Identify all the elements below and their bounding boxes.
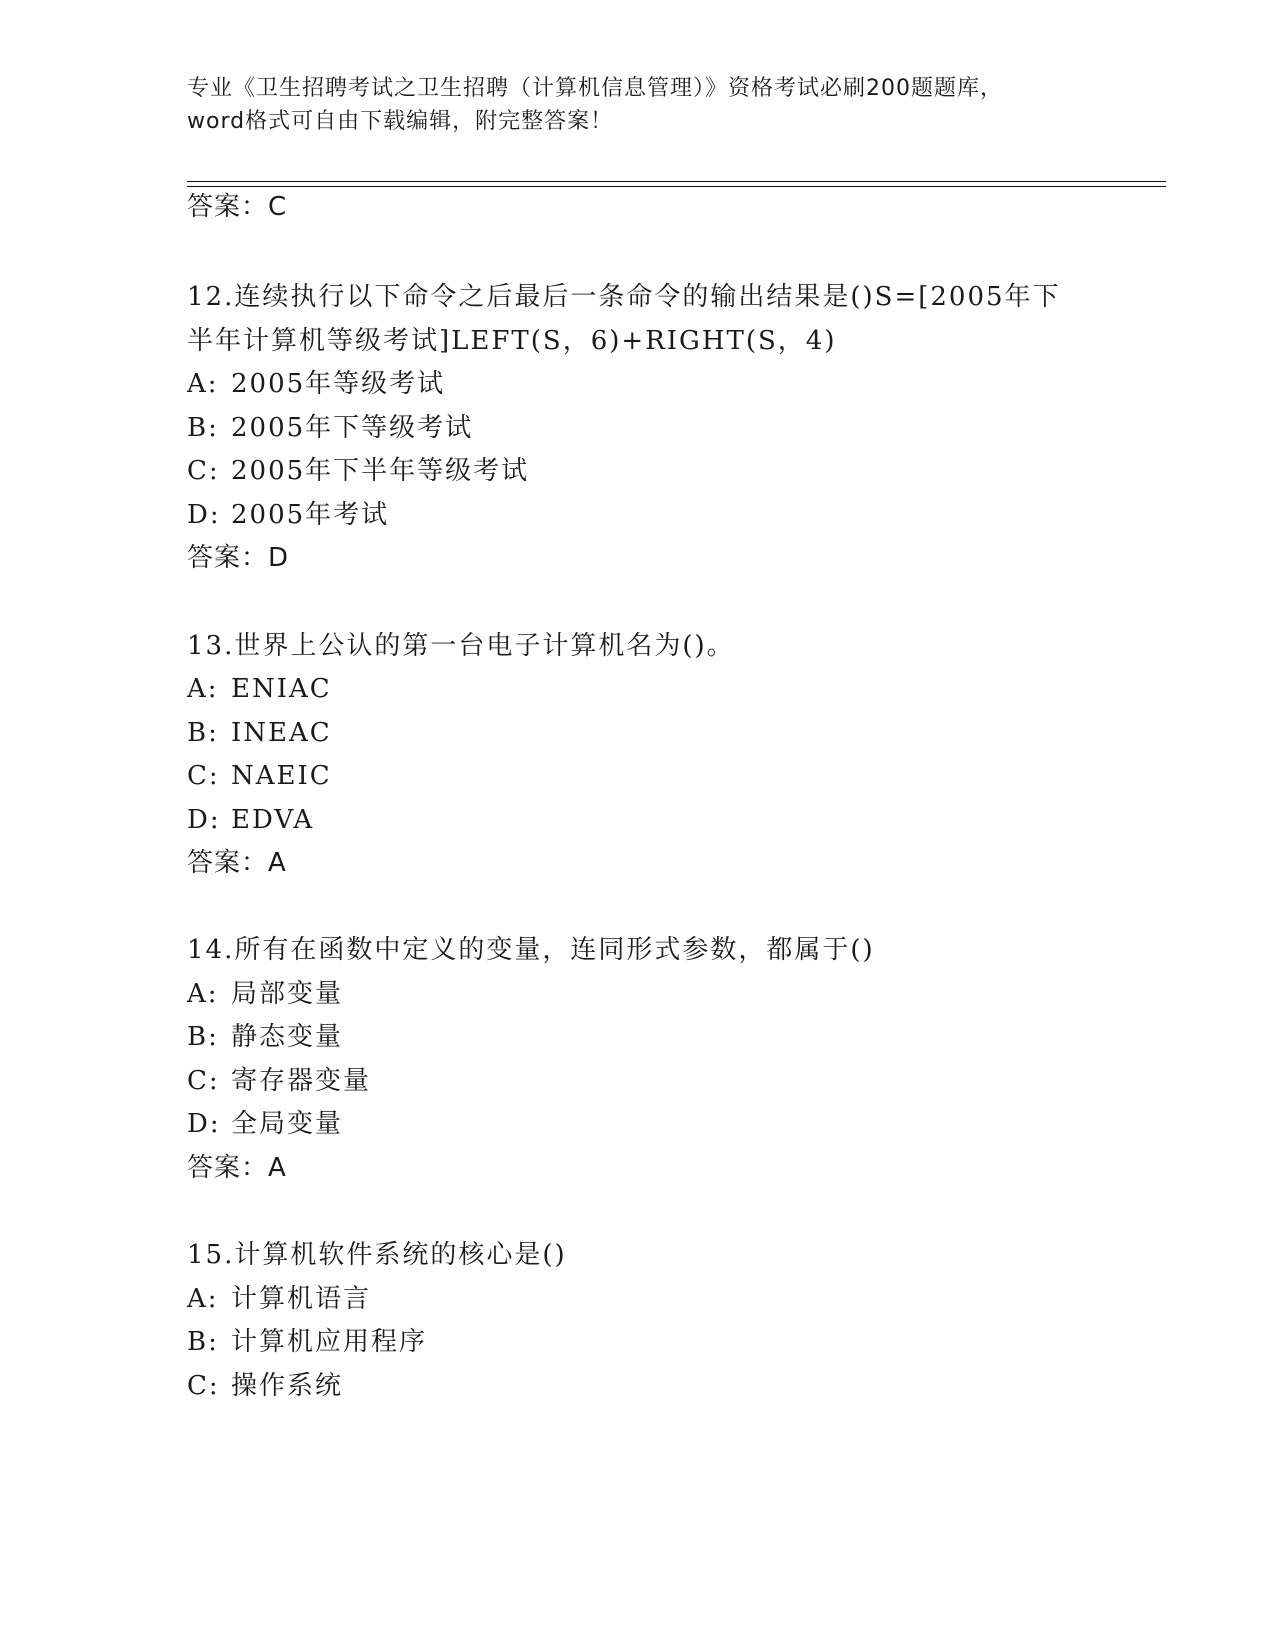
option-text: 静态变量 bbox=[231, 1022, 344, 1052]
option-label: C: bbox=[187, 456, 220, 486]
option-label: B: bbox=[187, 1327, 219, 1357]
option-text: 局部变量 bbox=[231, 979, 344, 1009]
question-14-option-b bbox=[187, 1020, 343, 1054]
question-12-stem-line-1: 12.连续执行以下命令之后最后一条命令的输出结果是()S=[2005年下 bbox=[187, 282, 1061, 312]
option-label: B: bbox=[187, 413, 219, 443]
option-text: 计算机应用程序 bbox=[231, 1327, 428, 1357]
option-text: NAEIC bbox=[231, 761, 332, 791]
question-13-stem: 13.世界上公认的第一台电子计算机名为()。 bbox=[187, 631, 735, 661]
option-label: C: bbox=[187, 761, 220, 791]
header-line-2: word格式可自由下载编辑，附完整答案！ bbox=[187, 109, 614, 134]
option-text: 寄存器变量 bbox=[231, 1066, 372, 1096]
header-divider-top bbox=[187, 181, 1166, 182]
option-text: INEAC bbox=[231, 718, 332, 748]
question-12-option-d bbox=[187, 498, 389, 532]
question-12-stem-line-2: 半年计算机等级考试]LEFT(S，6)+RIGHT(S，4) bbox=[187, 326, 837, 356]
previous-answer: 答案：C bbox=[187, 192, 288, 222]
question-14-option-a bbox=[187, 977, 343, 1011]
question-13-option-d bbox=[187, 803, 314, 837]
option-text: 计算机语言 bbox=[231, 1284, 372, 1314]
option-text: 2005年等级考试 bbox=[231, 369, 446, 399]
option-text: 全局变量 bbox=[231, 1109, 344, 1139]
option-text: 操作系统 bbox=[231, 1371, 344, 1401]
option-label: A: bbox=[187, 1284, 219, 1314]
option-text: 2005年下半年等级考试 bbox=[231, 456, 530, 486]
option-label: A: bbox=[187, 674, 219, 704]
option-label: C: bbox=[187, 1371, 220, 1401]
option-label: B: bbox=[187, 718, 219, 748]
option-label: A: bbox=[187, 979, 219, 1009]
question-12-answer: 答案：D bbox=[187, 543, 290, 573]
header-divider-bottom bbox=[187, 186, 1166, 187]
option-text: ENIAC bbox=[231, 674, 332, 704]
question-14-answer: 答案：A bbox=[187, 1153, 287, 1183]
question-15-option-c bbox=[187, 1369, 343, 1403]
question-14-option-d bbox=[187, 1107, 343, 1141]
document-header bbox=[187, 72, 1087, 138]
question-15-option-a bbox=[187, 1282, 371, 1316]
option-text: 2005年下等级考试 bbox=[231, 413, 474, 443]
question-13-answer: 答案：A bbox=[187, 848, 287, 878]
option-label: D: bbox=[187, 805, 221, 835]
option-label: D: bbox=[187, 500, 221, 530]
question-14-stem: 14.所有在函数中定义的变量，连同形式参数，都属于() bbox=[187, 935, 875, 965]
option-label: B: bbox=[187, 1022, 219, 1052]
question-12-option-c bbox=[187, 454, 529, 488]
question-13-option-a bbox=[187, 672, 332, 706]
question-15-option-b bbox=[187, 1325, 427, 1359]
question-12-option-b bbox=[187, 411, 473, 445]
option-label: A: bbox=[187, 369, 219, 399]
header-line-1: 专业《卫生招聘考试之卫生招聘（计算机信息管理）》资格考试必刷200题题库， bbox=[187, 76, 1003, 101]
question-13-option-b bbox=[187, 716, 332, 750]
option-text: 2005年考试 bbox=[231, 500, 390, 530]
option-label: D: bbox=[187, 1109, 221, 1139]
question-12-option-a bbox=[187, 367, 445, 401]
option-text: EDVA bbox=[231, 805, 315, 835]
question-13-option-c bbox=[187, 759, 332, 793]
option-label: C: bbox=[187, 1066, 220, 1096]
question-15-stem: 15.计算机软件系统的核心是() bbox=[187, 1240, 567, 1270]
question-14-option-c bbox=[187, 1064, 371, 1098]
